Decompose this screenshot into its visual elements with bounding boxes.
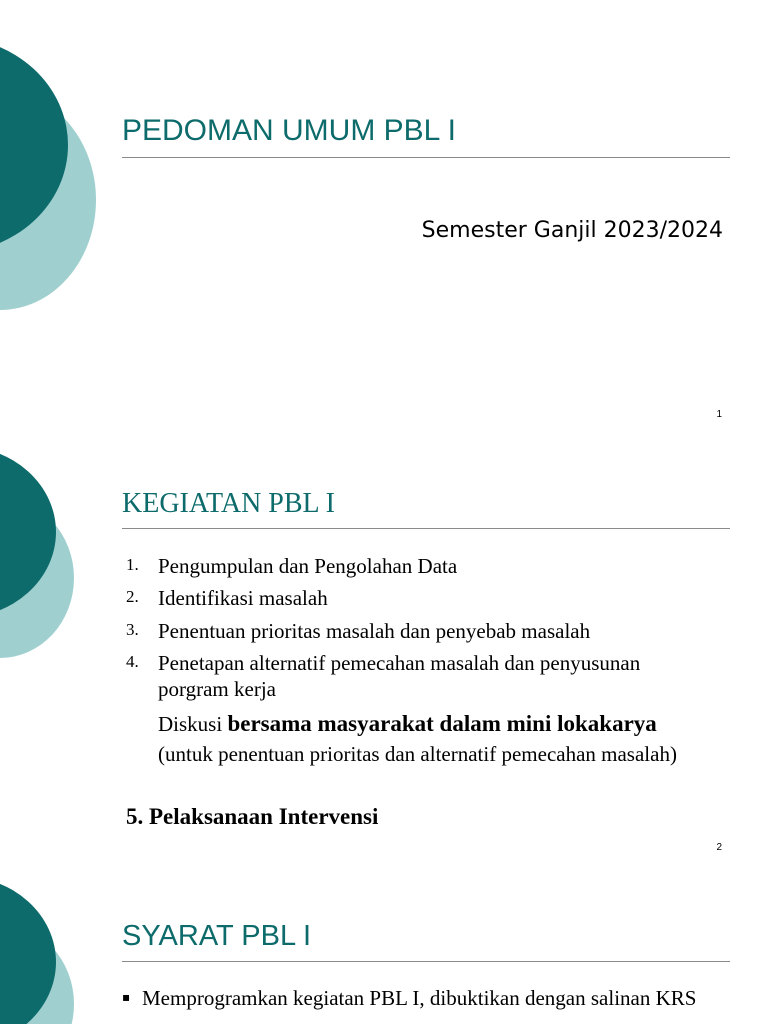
list-number: 3.	[126, 620, 139, 639]
list-text: Penetapan alternatif pemecahan masalah dan penyusunan porgram kerja	[158, 651, 641, 701]
title-divider	[122, 157, 730, 158]
slide-title: KEGIATAN PBL I	[122, 488, 335, 519]
decorative-ovals	[0, 432, 110, 864]
list-text: Pengumpulan dan Pengolahan Data	[158, 554, 458, 578]
slide-3	[0, 864, 768, 1024]
list-number: 2.	[126, 587, 139, 606]
note-lead: Diskusi	[158, 712, 228, 736]
page-number: 2	[716, 842, 722, 853]
title-divider	[122, 528, 730, 529]
slide-title: SYARAT PBL I	[122, 920, 312, 952]
bullet-text: Memprogramkan kegiatan PBL I, dibuktikan dengan salinan KRS	[142, 986, 697, 1010]
slide-subtitle: Semester Ganjil 2023/2024	[421, 218, 723, 243]
list-number: 4.	[126, 652, 139, 671]
page-number: 1	[716, 409, 722, 420]
decorative-ovals	[0, 864, 110, 1024]
decorative-ovals	[0, 0, 110, 432]
bullet-marker: ▪	[122, 990, 131, 1004]
note-rest: (untuk penentuan prioritas dan alternatif pemecahan masalah)	[158, 742, 677, 766]
title-divider	[122, 961, 730, 962]
note-bold: bersama masyarakat dalam mini lokakarya	[227, 711, 657, 736]
list-text: Identifikasi masalah	[158, 586, 328, 610]
list-text: Penentuan prioritas masalah dan penyebab masalah	[158, 619, 591, 643]
discussion-note	[158, 709, 678, 769]
slide-2	[0, 432, 768, 864]
slide-1	[0, 0, 768, 432]
slide-title: PEDOMAN UMUM PBL I	[122, 114, 456, 147]
list-number: 1.	[126, 555, 139, 574]
step-five: 5. Pelaksanaan Intervensi	[126, 804, 379, 829]
